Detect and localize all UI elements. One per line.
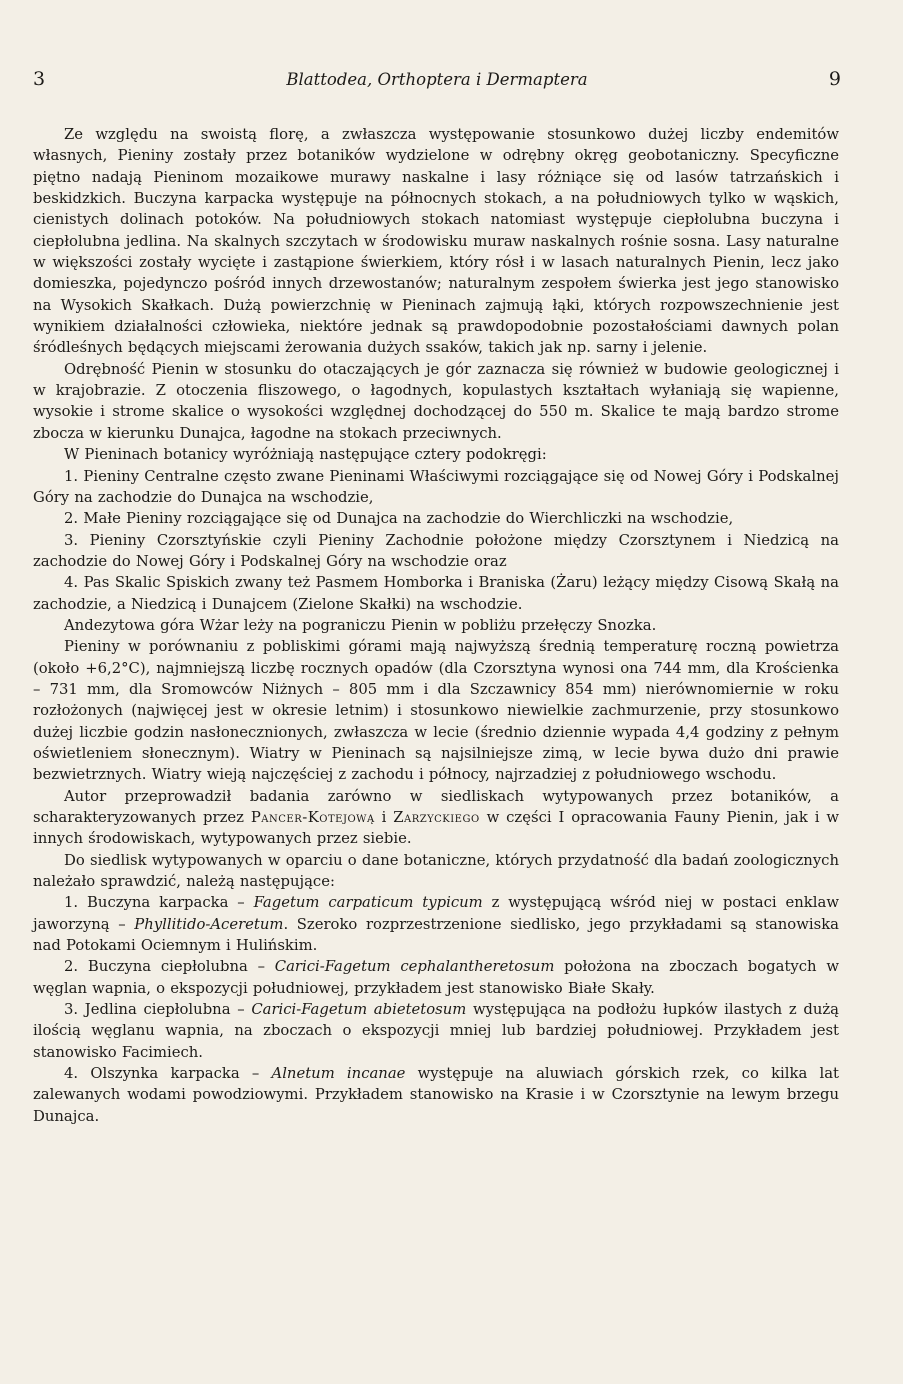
text-run: Pieniny w porównaniu z pobliskimi górami mają najwyższą średnią temperaturę roczną powietrza (około +6,2°C), najmniejszą liczbę rocznych opadów (dla Czorsztyna wynosi ona 744 mm, dla Krościenka – 731 mm, dla Sromowców Niżnych – 805 mm i dla Szczawnicy 854 mm) nierównomiernie w roku rozłożonych (najwięcej jest w okresie letnim) i stosunkowo niewielkie zachmurzenie, przy stosunkowo dużej liczbie godzin nasłonecznionych, zwłaszcza w lecie (średnio dziennie wypada 4,4 godziny z pełnym oświetleniem słonecznym). Wiatry w Pieninach są najsilniejsze zimą, w lecie bywa dużo dni prawie bezwietrznych. Wiatry wieją najczęściej z zachodu i północy, najrzadziej z południowego wschodu.	[33, 638, 839, 784]
text-run: położona na zboczach bogatych w węglan wapnia, o ekspozycji południowej, przykładem jest stanowisko Białe Skały.	[33, 958, 839, 997]
paragraph	[33, 956, 839, 999]
text-run: 3. Jedlina ciepłolubna –	[64, 1001, 252, 1019]
text-run: i	[374, 809, 394, 826]
page-header	[33, 68, 841, 98]
text-run: z występującą wśród niej w postaci enklaw jaworzyną –	[33, 894, 839, 933]
running-title: Blattodea, Orthoptera i Dermaptera	[286, 70, 588, 89]
text-run: Ze względu na swoistą florę, a zwłaszcza występowanie stosunkowo dużej liczby endemitów własnych, Pieniny zostały przez botaników wydzielone w odrębny okręg geobotaniczny. Specyficzne piętno nadają Pieninom mozaikowe murawy naskalne i lasy różniące się od lasów tatrzańskich i beskidzkich. Buczyna karpacka występuje na północnych stokach, a na południowych tylko w wąskich, cienistych dolinach potoków. Na południowych stokach natomiast występuje ciepłolubna buczyna i ciepłolubna jedlina. Na skalnych szczytach w środowisku muraw naskalnych rośnie sosna. Lasy naturalne w większości zostały wycięte i zastąpione świerkiem, który rósł i w lasach naturalnych Pienin, lecz jako domieszka, pojedynczo pośród innych drzewostanów; naturalnym zespołem świerka jest jego stanowisko na Wysokich Skałkach. Dużą powierzchnię w Pieninach zajmują łąki, których rozpowszechnienie jest wynikiem działalności człowieka, niektóre jednak są prawdopodobnie pozostałościami dawnych polan śródleśnych będących miejscami żerowania dużych ssaków, takich jak np. sarny i jelenie.	[33, 126, 839, 357]
text-run: Andezytowa góra Wżar leży na pograniczu Pienin w pobliżu przełęczy Snozka.	[64, 616, 657, 634]
paragraph	[33, 850, 839, 893]
text-run: Autor przeprowadził badania zarówno w siedliskach wytypowanych przez botaników, a scharakteryzowanych przez	[33, 787, 839, 826]
page-number: 9	[828, 68, 841, 90]
text-run: Do siedlisk wytypowanych w oparciu o dane botaniczne, których przydatność dla badań zoologicznych należało sprawdzić, należą następujące:	[33, 851, 839, 891]
text-run: w części I opracowania Fauny Pienin, jak i w innych środowiskach, wytypowanych przez siebie.	[33, 809, 839, 848]
author-name: Pancer-Kotejową	[250, 809, 375, 826]
text-run: W Pieninach botanicy wyróżniają następujące cztery podokręgi:	[64, 446, 547, 464]
text-run: Odrębność Pienin w stosunku do otaczających je gór zaznacza się również w budowie geologicznej i w krajobrazie. Z otoczenia fliszowego, o łagodnych, kopulastych kształtach wyłaniają się wapienne, wysokie i strome skalice o wysokości względnej dochodzącej do 550 m. Skalice te mają bardzo strome zbocza w kierunku Dunajca, łagodne na stokach przeciwnych.	[33, 360, 839, 442]
italic-term: Alnetum incanae	[271, 1065, 406, 1083]
paragraph	[33, 444, 839, 465]
paragraph	[33, 892, 839, 956]
text-run: 1. Buczyna karpacka –	[64, 894, 254, 912]
text-run: 4. Pas Skalic Spiskich zwany też Pasmem Homborka i Braniska (Żaru) leżący między Cisową Skałą na zachodzie, a Niedzicą i Dunajcem (Zielone Skałki) na wschodzie.	[33, 574, 839, 613]
text-run: . Szeroko rozprzestrzenione siedlisko, jego przykładami są stanowiska nad Potokami Ociemnym i Hulińskim.	[33, 915, 839, 955]
paragraph	[33, 530, 839, 573]
paragraph	[33, 124, 839, 359]
body-text	[33, 124, 839, 1127]
italic-term: Phyllitido-Aceretum	[134, 915, 284, 933]
text-run: występuje na aluwiach górskich rzek, co kilka lat zalewanych wodami powodziowymi. Przykładem stanowisko na Krasie i w Czorsztynie na lewym brzegu Dunajca.	[33, 1065, 839, 1125]
text-run: występująca na podłożu łupków ilastych z dużą ilością węglanu wapnia, na zboczach o ekspozycji mniej lub bardziej południowej. Przykładem jest stanowisko Facimiech.	[33, 1001, 839, 1061]
text-run: 2. Buczyna ciepłolubna –	[64, 958, 275, 976]
italic-term: Carici-Fagetum abietetosum	[251, 1001, 467, 1019]
author-name: Zarzyckiego	[393, 809, 480, 826]
text-run: 1. Pieniny Centralne często zwane Pieninami Właściwymi rozciągające się od Nowej Góry i Podskalnej Góry na zachodzie do Dunajca na wschodzie,	[33, 467, 839, 506]
paragraph	[33, 1063, 839, 1127]
paragraph	[33, 466, 839, 509]
paragraph	[33, 999, 839, 1063]
italic-term: Carici-Fagetum cephalantheretosum	[274, 958, 555, 976]
folio-left: 3	[33, 68, 46, 90]
paragraph	[33, 572, 839, 615]
paragraph	[33, 636, 839, 785]
paragraph	[33, 786, 839, 850]
text-run: 2. Małe Pieniny rozciągające się od Dunajca na zachodzie do Wierchliczki na wschodzie,	[64, 510, 734, 528]
italic-term: Fagetum carpaticum typicum	[253, 894, 483, 912]
text-run: 4. Olszynka karpacka –	[64, 1065, 272, 1083]
paragraph	[33, 359, 839, 444]
paragraph	[33, 615, 839, 636]
text-run: 3. Pieniny Czorsztyńskie czyli Pieniny Zachodnie położone między Czorsztynem i Niedzicą na zachodzie do Nowej Góry i Podskalnej Góry na wschodzie oraz	[33, 531, 839, 570]
paragraph	[33, 508, 839, 529]
